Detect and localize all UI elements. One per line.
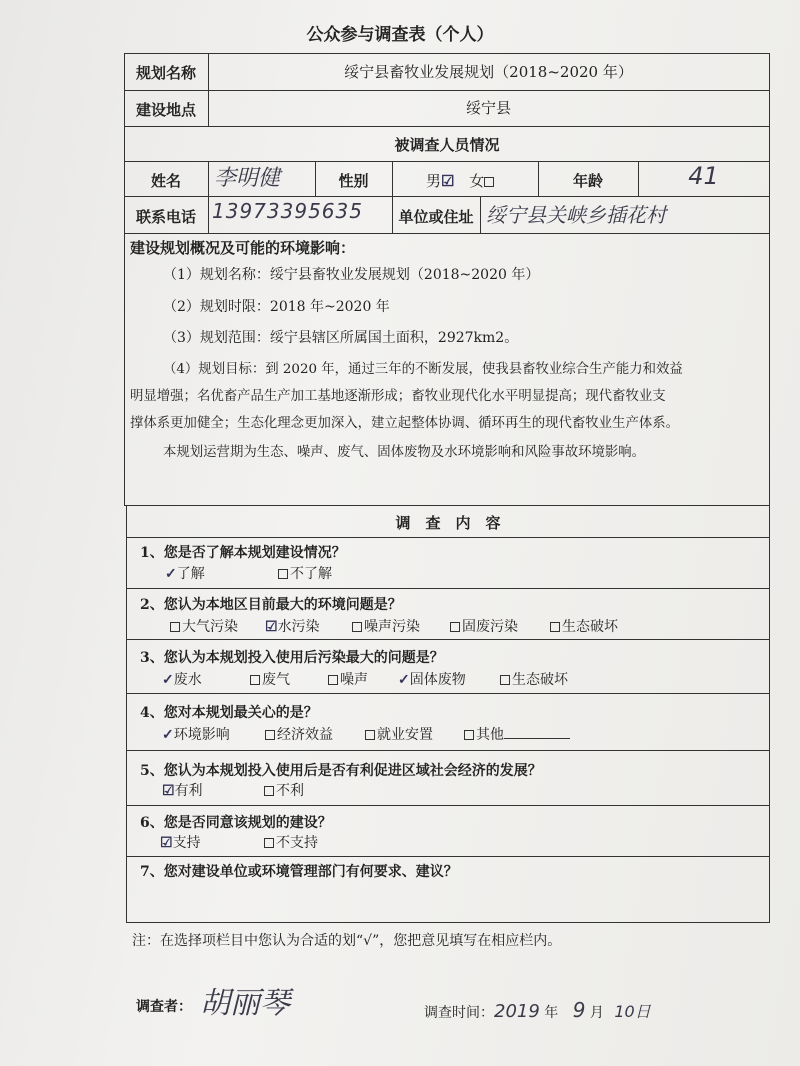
age-label: 年龄 bbox=[572, 172, 603, 190]
q5-option-not-beneficial[interactable]: 不利 bbox=[264, 780, 304, 800]
respondent-section-heading: 被调查人员情况 bbox=[394, 136, 500, 154]
name-label: 姓名 bbox=[150, 172, 181, 190]
survey-time-label: 调查时间： bbox=[424, 1005, 494, 1021]
year-char: 年 bbox=[544, 1005, 559, 1021]
q3-option-wastewater[interactable]: ✓废水 bbox=[162, 672, 202, 688]
overview-item-1: （1）规划名称：绥宁县畜牧业发展规划（2018~2020 年） bbox=[163, 267, 540, 283]
q6-checkmark-icon: ☑ bbox=[160, 835, 173, 851]
checkbox[interactable] bbox=[170, 622, 180, 632]
q6-option-support[interactable]: ☑支持 bbox=[160, 835, 201, 851]
checkbox[interactable] bbox=[264, 838, 274, 848]
plan-name-label: 规划名称 bbox=[135, 64, 196, 82]
q4-option-environment[interactable]: ✓环境影响 bbox=[162, 727, 230, 743]
address-label: 单位或住址 bbox=[398, 208, 474, 226]
q3-checkmark-icon: ✓ bbox=[398, 672, 410, 688]
question-2: 2、您认为本地区目前最大的环境问题是？ bbox=[140, 597, 402, 613]
question-7: 7、您对建设单位或环境管理部门有何要求、建议？ bbox=[140, 864, 458, 880]
address-handwritten: 绥宁县关峡乡插花村 bbox=[486, 203, 666, 227]
gender-options bbox=[426, 170, 496, 191]
q2-option-solid-waste[interactable]: 固废污染 bbox=[450, 616, 518, 636]
checkbox[interactable] bbox=[264, 786, 274, 796]
q5-checkmark-icon: ☑ bbox=[162, 783, 175, 799]
q3-checkmark-icon: ✓ bbox=[162, 672, 174, 688]
q7-answer-area[interactable] bbox=[130, 884, 760, 918]
q6-option-not-support[interactable]: 不支持 bbox=[264, 832, 318, 852]
surveyor-label: 调查者： bbox=[136, 999, 192, 1015]
q5-option-beneficial[interactable]: ☑有利 bbox=[162, 783, 203, 799]
overview-heading: 建设规划概况及可能的环境影响： bbox=[130, 239, 356, 257]
q2-option-ecology[interactable]: 生态破坏 bbox=[550, 616, 618, 636]
surveyor-signature: 胡丽琴 bbox=[200, 986, 290, 1021]
phone-handwritten: 13973395635 bbox=[212, 199, 363, 223]
q2-checkmark-icon: ☑ bbox=[265, 619, 278, 635]
q4-option-employment[interactable]: 就业安置 bbox=[365, 724, 433, 744]
question-1: 1、您是否了解本规划建设情况？ bbox=[140, 545, 346, 561]
checkbox[interactable] bbox=[365, 730, 375, 740]
gender-label: 性别 bbox=[338, 172, 369, 190]
q2-option-noise[interactable]: 噪声污染 bbox=[352, 616, 420, 636]
q2-option-water[interactable]: ☑水污染 bbox=[265, 619, 320, 635]
footnote: 注：在选择项栏目中您认为合适的划“√”，您把意见填写在相应栏内。 bbox=[132, 933, 562, 949]
overview-item-4-line-3: 撑体系更加健全；生态化理念更加深入，建立起整体协调、循环再生的现代畜牧业生产体系。 bbox=[130, 416, 680, 431]
overview-item-4-line-1: （4）规划目标：到 2020 年，通过三年的不断发展，使我县畜牧业综合生产能力和效益 bbox=[163, 362, 683, 377]
survey-content-heading: 调 查 内 容 bbox=[395, 514, 501, 532]
checkbox[interactable] bbox=[500, 675, 510, 685]
q3-option-solid-waste[interactable]: ✓固体废物 bbox=[398, 672, 466, 688]
gender-male-checkbox[interactable]: ☑ bbox=[441, 172, 455, 190]
q1-option-understand[interactable]: ✓了解 bbox=[165, 566, 205, 582]
checkbox[interactable] bbox=[250, 675, 260, 685]
question-5: 5、您认为本规划投入使用后是否有利促进区域社会经济的发展？ bbox=[140, 763, 542, 779]
gender-male-label: 男 bbox=[426, 172, 442, 190]
q3-option-exhaust[interactable]: 废气 bbox=[250, 669, 290, 689]
phone-label: 联系电话 bbox=[135, 208, 196, 226]
q3-option-ecology[interactable]: 生态破坏 bbox=[500, 669, 568, 689]
question-4: 4、您对本规划最关心的是？ bbox=[140, 705, 318, 721]
q4-option-other[interactable]: 其他 bbox=[464, 724, 570, 744]
form-title: 公众参与调查表（个人） bbox=[306, 25, 494, 45]
checkbox[interactable] bbox=[352, 622, 362, 632]
plan-name-value: 绥宁县畜牧业发展规划（2018~2020 年） bbox=[344, 63, 633, 81]
q1-checkmark-icon: ✓ bbox=[165, 566, 177, 582]
overview-item-3: （3）规划范围：绥宁县辖区所属国土面积，2927km2。 bbox=[163, 330, 519, 346]
checkbox[interactable] bbox=[450, 622, 460, 632]
q3-option-noise[interactable]: 噪声 bbox=[328, 669, 368, 689]
gender-female-checkbox[interactable] bbox=[484, 177, 494, 187]
q1-option-not-understand[interactable]: 不了解 bbox=[278, 563, 332, 583]
overview-item-2: （2）规划时限：2018 年~2020 年 bbox=[163, 299, 390, 315]
overview-impact-statement: 本规划运营期为生态、噪声、废气、固体废物及水环境影响和风险事故环境影响。 bbox=[163, 445, 646, 460]
question-6: 6、您是否同意该规划的建设？ bbox=[140, 815, 332, 831]
month-char: 月 bbox=[589, 1005, 604, 1021]
checkbox[interactable] bbox=[265, 730, 275, 740]
survey-time bbox=[424, 998, 651, 1022]
checkbox[interactable] bbox=[464, 730, 474, 740]
checkbox[interactable] bbox=[550, 622, 560, 632]
survey-year: 2019 bbox=[494, 1001, 540, 1022]
name-handwritten: 李明健 bbox=[214, 166, 281, 191]
question-3: 3、您认为本规划投入使用后污染最大的问题是？ bbox=[140, 650, 444, 666]
age-handwritten: 41 bbox=[688, 162, 719, 190]
q4-checkmark-icon: ✓ bbox=[162, 727, 174, 743]
site-label: 建设地点 bbox=[135, 101, 196, 119]
q2-option-air[interactable]: 大气污染 bbox=[170, 616, 238, 636]
q4-option-economy[interactable]: 经济效益 bbox=[265, 724, 333, 744]
checkbox[interactable] bbox=[328, 675, 338, 685]
site-value: 绥宁县 bbox=[465, 99, 511, 117]
survey-month: 9 bbox=[572, 998, 586, 1022]
gender-female-label: 女 bbox=[469, 172, 485, 190]
survey-day: 10日 bbox=[614, 1002, 651, 1021]
overview-item-4-line-2: 明显增强；名优畜产品生产加工基地逐渐形成；畜牧业现代化水平明显提高；现代畜牧业支 bbox=[130, 389, 666, 404]
checkbox[interactable] bbox=[278, 569, 288, 579]
